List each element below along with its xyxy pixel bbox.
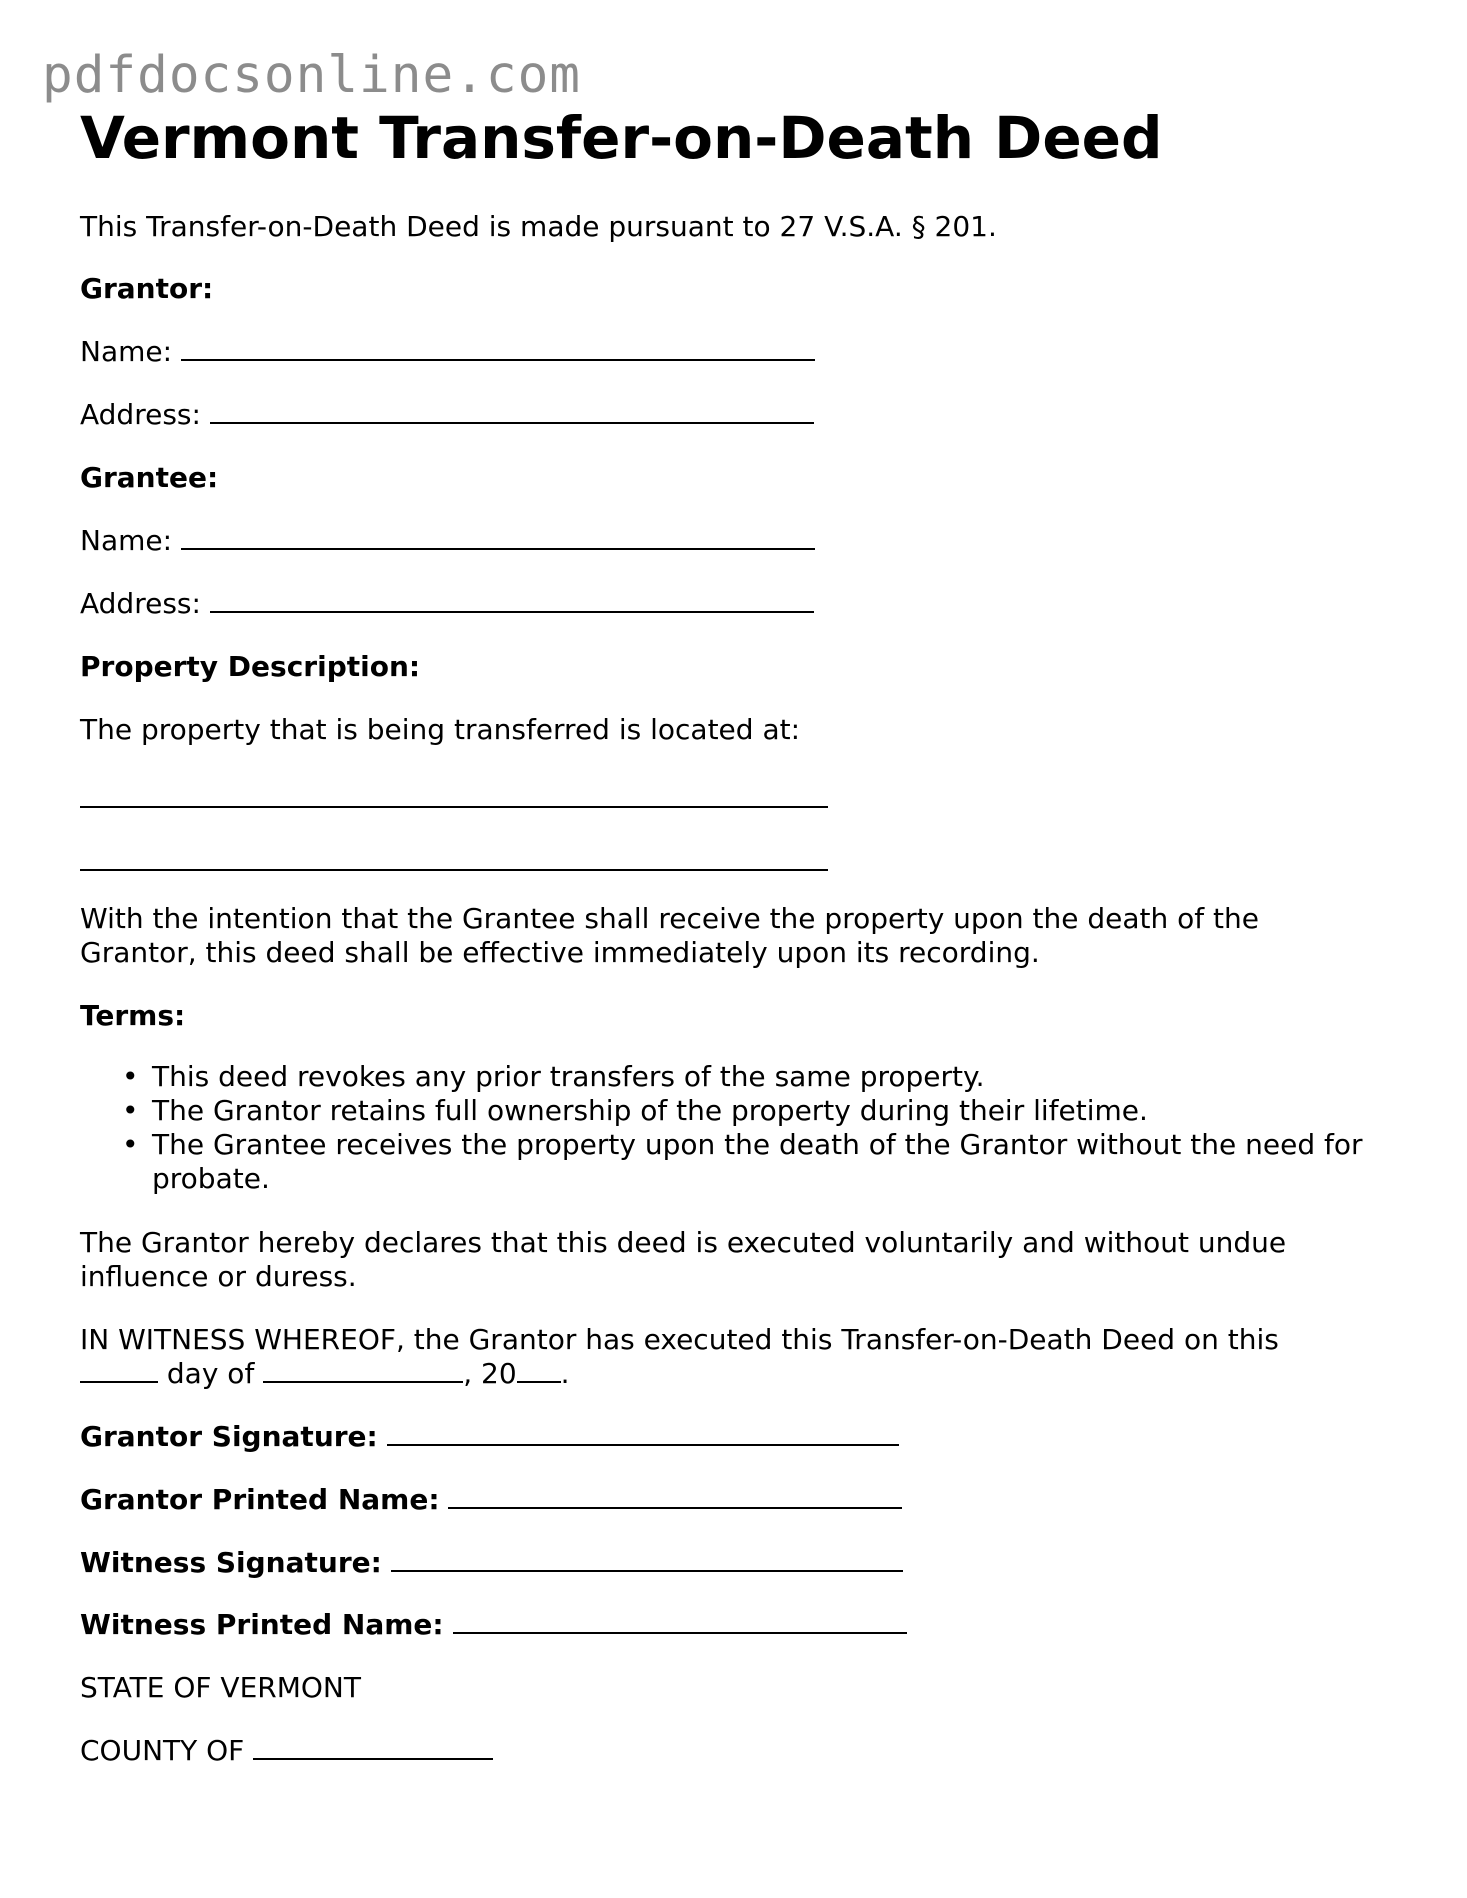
day-of-text: day of — [166, 1357, 255, 1390]
terms-list — [80, 1060, 1432, 1196]
grantor-name-row — [80, 335, 815, 369]
grantor-address-label: Address: — [80, 398, 201, 431]
grantee-name-field[interactable] — [181, 524, 815, 550]
county-label: COUNTY OF — [80, 1734, 245, 1767]
terms-item-text: The Grantor retains full ownership of the property during their lifetime. — [152, 1094, 1148, 1127]
grantor-printed-name-row — [80, 1483, 902, 1517]
witness-clause-line1: IN WITNESS WHEREOF, the Grantor has executed this Transfer-on-Death Deed on this — [80, 1323, 1279, 1356]
declaration-paragraph: The Grantor hereby declares that this deed is executed voluntarily and without undue influence or duress. — [80, 1226, 1287, 1293]
grantor-signature-row — [80, 1420, 899, 1454]
watermark: pdfdocsonline.com — [42, 46, 581, 105]
grantor-signature-label: Grantor Signature: — [80, 1420, 378, 1453]
grantor-signature-field[interactable] — [387, 1420, 899, 1446]
county-field[interactable] — [253, 1734, 493, 1760]
bullet-icon: • — [122, 1060, 139, 1093]
witness-signature-field[interactable] — [391, 1546, 903, 1572]
property-heading: Property Description: — [80, 650, 421, 683]
grantee-name-label: Name: — [80, 524, 173, 557]
state-of-vermont: STATE OF VERMONT — [80, 1671, 361, 1704]
property-line-2[interactable] — [80, 869, 828, 871]
property-located-text: The property that is being transferred is located at: — [80, 713, 801, 746]
grantor-printed-name-label: Grantor Printed Name: — [80, 1483, 440, 1516]
clause-period: . — [560, 1357, 570, 1390]
terms-item — [122, 1128, 1432, 1196]
page-title: Vermont Transfer-on-Death Deed — [80, 104, 1163, 172]
witness-printed-name-row — [80, 1608, 907, 1642]
grantor-name-field[interactable] — [181, 335, 815, 361]
grantor-heading: Grantor: — [80, 272, 214, 305]
grantee-address-row — [80, 587, 814, 621]
intention-paragraph: With the intention that the Grantee shall receive the property upon the death of the Grantor, this deed shall be effective immediately upon its recording. — [80, 902, 1259, 969]
day-field[interactable] — [80, 1357, 158, 1383]
property-line-1[interactable] — [80, 806, 828, 808]
grantee-address-label: Address: — [80, 587, 201, 620]
witness-signature-label: Witness Signature: — [80, 1546, 382, 1579]
witness-printed-name-label: Witness Printed Name: — [80, 1608, 444, 1641]
month-field[interactable] — [263, 1357, 463, 1383]
terms-item — [122, 1094, 1432, 1128]
terms-heading: Terms: — [80, 999, 186, 1032]
bullet-icon: • — [122, 1094, 139, 1127]
bullet-icon: • — [122, 1128, 139, 1161]
terms-item-text: The Grantee receives the property upon the death of the Grantor without the need for probate. — [152, 1128, 1363, 1195]
grantee-heading: Grantee: — [80, 461, 219, 494]
grantee-name-row — [80, 524, 815, 558]
grantor-address-row — [80, 398, 814, 432]
grantor-name-label: Name: — [80, 335, 173, 368]
terms-item — [122, 1060, 1432, 1094]
grantor-address-field[interactable] — [210, 398, 814, 424]
county-row — [80, 1734, 493, 1768]
witness-clause-line2 — [80, 1357, 570, 1391]
witness-printed-name-field[interactable] — [453, 1608, 907, 1634]
year-prefix: , 20 — [463, 1357, 517, 1390]
terms-item-text: This deed revokes any prior transfers of the same property. — [152, 1060, 985, 1093]
grantee-address-field[interactable] — [210, 587, 814, 613]
grantor-printed-name-field[interactable] — [448, 1483, 902, 1509]
witness-signature-row — [80, 1546, 903, 1580]
intro-text: This Transfer-on-Death Deed is made pursuant to 27 V.S.A. § 201. — [80, 210, 997, 243]
year-field[interactable] — [517, 1357, 561, 1383]
